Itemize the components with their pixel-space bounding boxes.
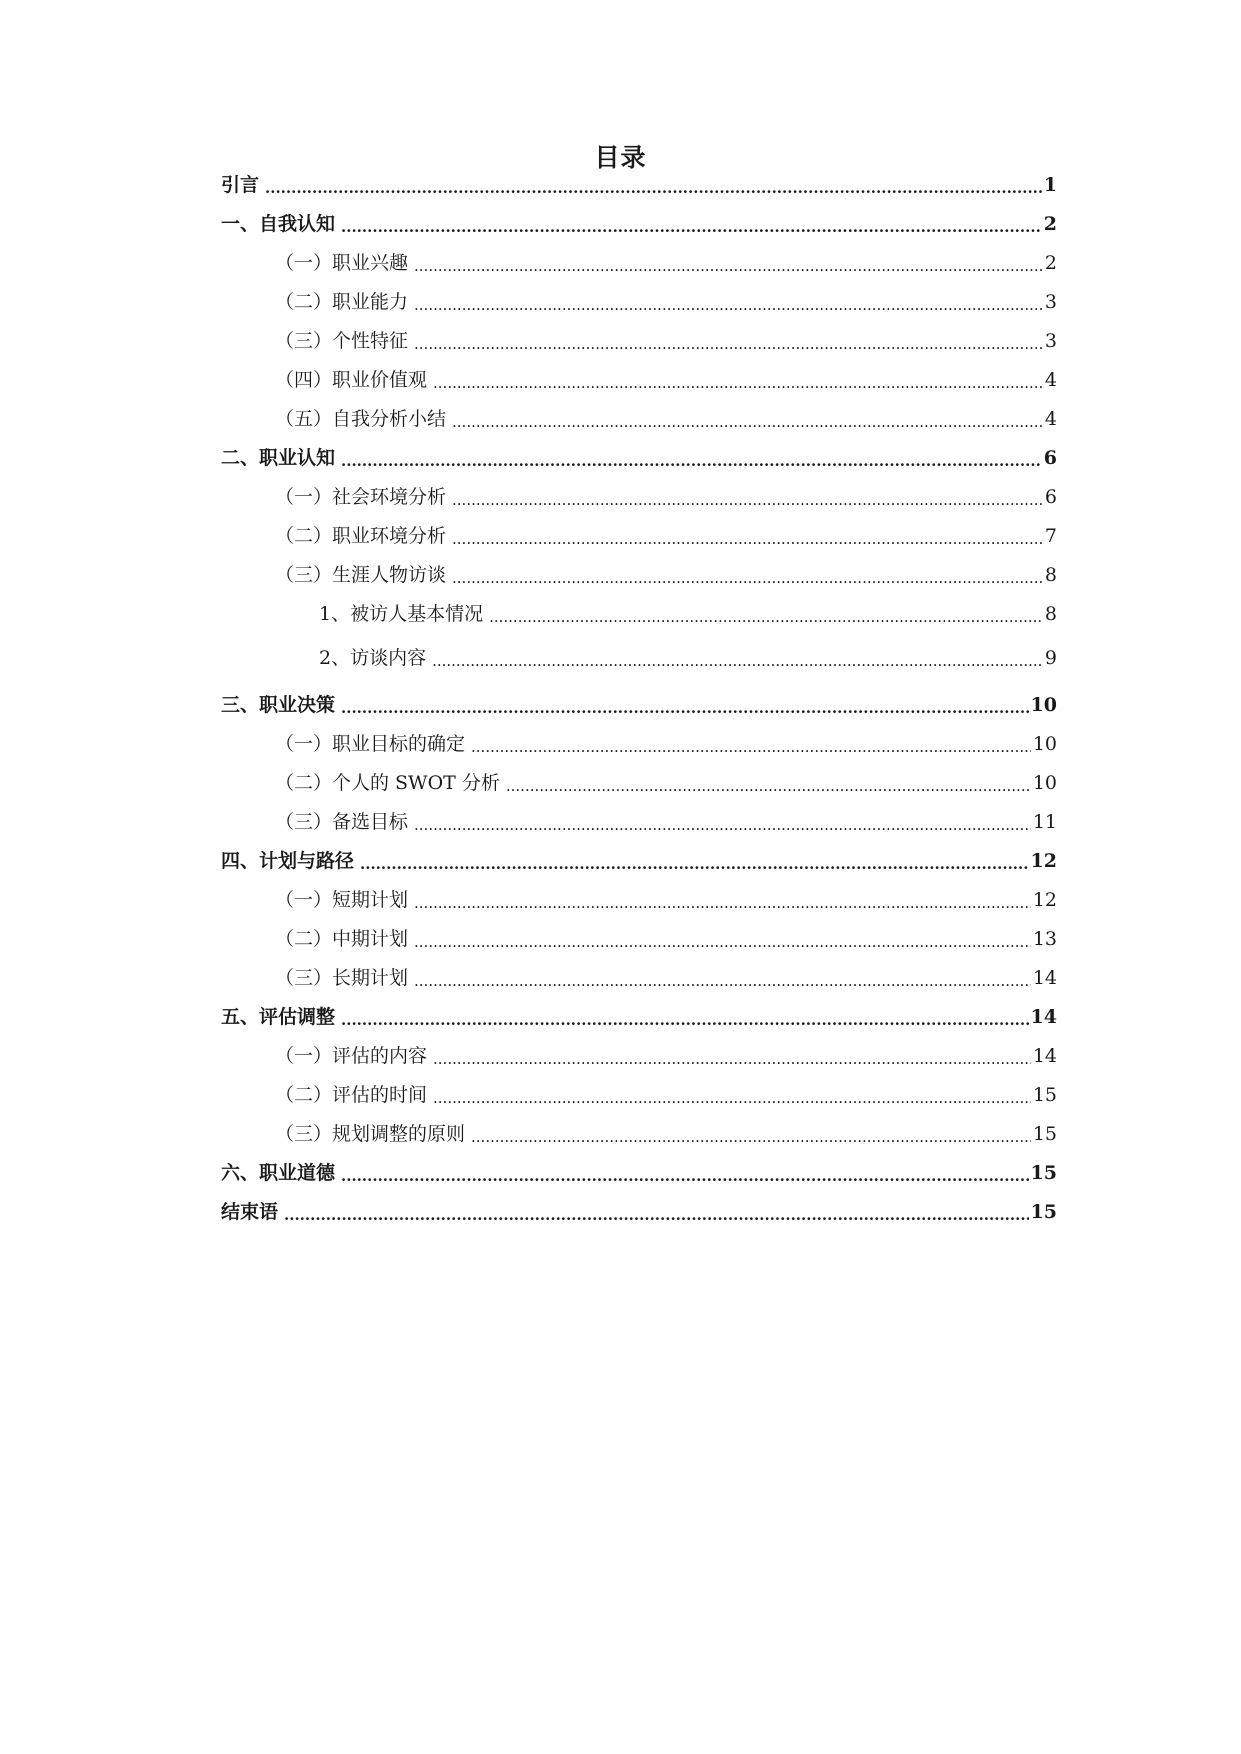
- toc-entry[interactable]: [221, 1037, 1057, 1067]
- toc-entry-label: 四、计划与路径: [221, 850, 355, 872]
- toc-entry[interactable]: [221, 361, 1057, 391]
- toc-entry-label: （一）职业目标的确定: [275, 733, 466, 755]
- toc-page-number: 6: [1044, 486, 1057, 508]
- toc-entry-label: （四）职业价值观: [275, 369, 428, 391]
- toc-entry-label: （三）生涯人物访谈: [275, 564, 447, 586]
- toc-entry[interactable]: [221, 322, 1057, 352]
- toc-dot-leader: [414, 291, 1043, 313]
- toc-dot-leader: [452, 564, 1043, 586]
- toc-page-number: 8: [1044, 603, 1057, 625]
- toc-page-number: 4: [1044, 369, 1057, 391]
- toc-entry[interactable]: [221, 1076, 1057, 1106]
- toc-page-number: 12: [1030, 850, 1057, 872]
- toc-page-number: 13: [1032, 928, 1057, 950]
- toc-entry-label: 结束语: [221, 1201, 279, 1223]
- toc-entry[interactable]: [221, 166, 1057, 196]
- toc-entry[interactable]: [221, 842, 1057, 872]
- toc-dot-leader: [414, 811, 1031, 833]
- toc-entry[interactable]: [221, 556, 1057, 586]
- toc-entry-label: （二）职业能力: [275, 291, 409, 313]
- toc-entry[interactable]: [221, 803, 1057, 833]
- toc-page-number: 10: [1032, 733, 1057, 755]
- toc-entry-label: 六、职业道德: [221, 1162, 336, 1184]
- toc-entry[interactable]: [221, 686, 1057, 716]
- toc-entry-label: （二）个人的 SWOT 分析: [275, 772, 500, 794]
- toc-dot-leader: [414, 889, 1031, 911]
- toc-entry[interactable]: [221, 1115, 1057, 1145]
- toc-entry-label: （三）个性特征: [275, 330, 409, 352]
- toc-entry-label: 引言: [221, 174, 260, 196]
- toc-dot-leader: [341, 1162, 1029, 1184]
- toc-dot-leader: [414, 928, 1031, 950]
- toc-entry-label: 一、自我认知: [221, 213, 336, 235]
- toc-page-number: 15: [1030, 1162, 1057, 1184]
- toc-entry-label: 五、评估调整: [221, 1006, 336, 1028]
- page-title: 目录: [594, 143, 647, 172]
- toc-entry[interactable]: [221, 1193, 1057, 1223]
- toc-entry[interactable]: [221, 205, 1057, 235]
- toc-entry-label: 1、被访人基本情况: [319, 603, 484, 625]
- toc-dot-leader: [341, 1006, 1029, 1028]
- toc-entry-label: （一）短期计划: [275, 889, 409, 911]
- toc-dot-leader: [414, 967, 1031, 989]
- toc-dot-leader: [452, 486, 1043, 508]
- toc-page-number: 15: [1032, 1123, 1057, 1145]
- toc-entry[interactable]: [221, 283, 1057, 313]
- toc-page-number: 1: [1043, 174, 1057, 196]
- toc-page-number: 3: [1044, 291, 1057, 313]
- toc-entry-label: （一）评估的内容: [275, 1045, 428, 1067]
- toc-dot-leader: [471, 1123, 1031, 1145]
- toc-dot-leader: [506, 772, 1031, 794]
- toc-entry-label: （五）自我分析小结: [275, 408, 447, 430]
- toc-page-number: 10: [1030, 694, 1057, 716]
- toc-entry[interactable]: [221, 764, 1057, 794]
- toc-page-number: 7: [1044, 525, 1057, 547]
- toc-dot-leader: [414, 252, 1043, 274]
- toc-entry[interactable]: [221, 998, 1057, 1028]
- toc-entry-label: 二、职业认知: [221, 447, 336, 469]
- toc-page-number: 10: [1032, 772, 1057, 794]
- toc-entry[interactable]: [221, 517, 1057, 547]
- toc-entry-label: （二）中期计划: [275, 928, 409, 950]
- toc-dot-leader: [341, 213, 1042, 235]
- toc-entry[interactable]: [221, 639, 1057, 669]
- toc-page-number: 15: [1032, 1084, 1057, 1106]
- toc-entry[interactable]: [221, 478, 1057, 508]
- toc-page-number: 3: [1044, 330, 1057, 352]
- toc-entry[interactable]: [221, 920, 1057, 950]
- toc-dot-leader: [284, 1201, 1029, 1223]
- toc-page-number: 4: [1044, 408, 1057, 430]
- toc-dot-leader: [414, 330, 1043, 352]
- toc-entry[interactable]: [221, 400, 1057, 430]
- toc-page-number: 2: [1043, 213, 1057, 235]
- toc-entry-label: （三）长期计划: [275, 967, 409, 989]
- toc-dot-leader: [452, 525, 1043, 547]
- toc-entry-label: （一）职业兴趣: [275, 252, 409, 274]
- toc-entry-label: （三）备选目标: [275, 811, 409, 833]
- toc-dot-leader: [265, 174, 1042, 196]
- toc-page-number: 6: [1043, 447, 1057, 469]
- toc-entry-label: （二）职业环境分析: [275, 525, 447, 547]
- toc-page-number: 11: [1032, 811, 1057, 833]
- toc-dot-leader: [341, 694, 1029, 716]
- toc-page-number: 12: [1032, 889, 1057, 911]
- toc-entry-label: （一）社会环境分析: [275, 486, 447, 508]
- toc-dot-leader: [360, 850, 1029, 872]
- toc-dot-leader: [432, 647, 1043, 669]
- toc-page-number: 8: [1044, 564, 1057, 586]
- toc-entry[interactable]: [221, 959, 1057, 989]
- toc-entry-label: 三、职业决策: [221, 694, 336, 716]
- toc-page-number: 15: [1030, 1201, 1057, 1223]
- toc-page-number: 9: [1044, 647, 1057, 669]
- toc-dot-leader: [489, 603, 1043, 625]
- toc-entry[interactable]: [221, 595, 1057, 625]
- toc-page-number: 14: [1030, 1006, 1057, 1028]
- toc-entry[interactable]: [221, 1154, 1057, 1184]
- toc-dot-leader: [341, 447, 1042, 469]
- toc-dot-leader: [433, 369, 1043, 391]
- toc-dot-leader: [452, 408, 1043, 430]
- toc-entry-label: （三）规划调整的原则: [275, 1123, 466, 1145]
- toc-entry[interactable]: [221, 244, 1057, 274]
- toc-entry-label: （二）评估的时间: [275, 1084, 428, 1106]
- toc-dot-leader: [471, 733, 1031, 755]
- toc-dot-leader: [433, 1084, 1031, 1106]
- toc-entry[interactable]: [221, 881, 1057, 911]
- toc-dot-leader: [433, 1045, 1031, 1067]
- toc-entry-label: 2、访谈内容: [319, 647, 427, 669]
- toc-page-number: 14: [1032, 967, 1057, 989]
- toc-page-number: 14: [1032, 1045, 1057, 1067]
- toc-entry[interactable]: [221, 439, 1057, 469]
- toc-page-number: 2: [1044, 252, 1057, 274]
- toc-entry[interactable]: [221, 725, 1057, 755]
